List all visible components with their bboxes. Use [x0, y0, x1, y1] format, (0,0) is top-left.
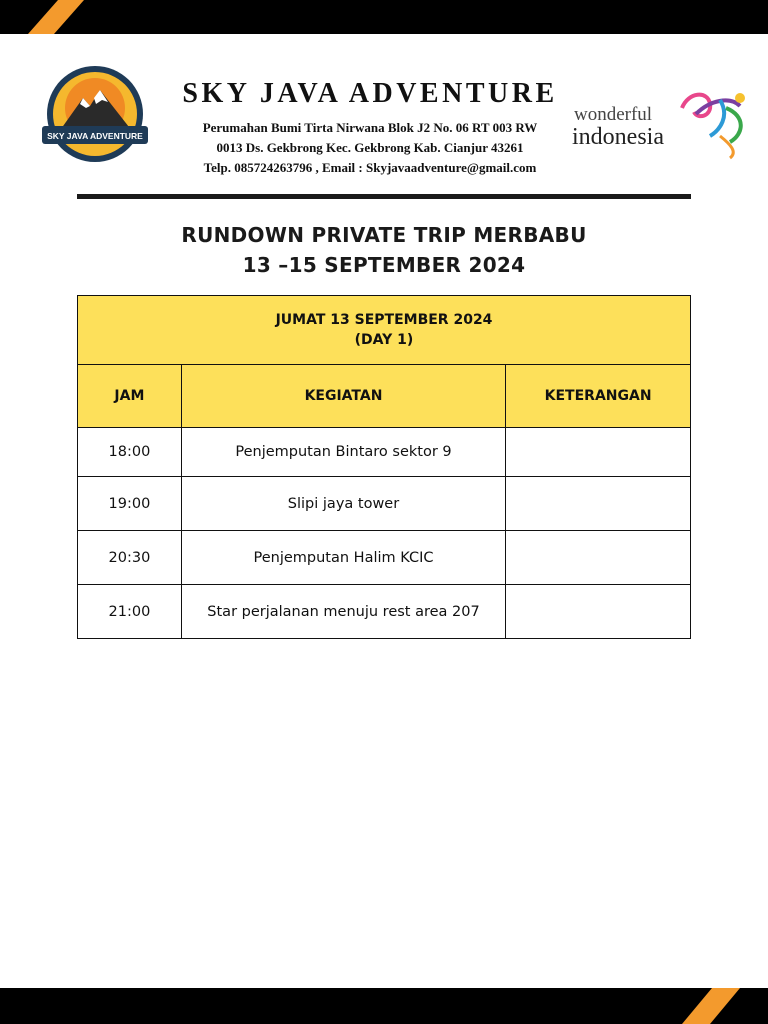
table-row [78, 428, 691, 477]
cell-time: 19:00 [78, 477, 182, 531]
wi-word-wonderful: wonderful [574, 104, 653, 125]
cell-activity: Penjemputan Bintaro sektor 9 [181, 428, 505, 477]
cell-note [506, 531, 691, 585]
cell-activity: Slipi jaya tower [181, 477, 505, 531]
cell-time: 21:00 [78, 585, 182, 639]
table-row [78, 531, 691, 585]
cell-time: 20:30 [78, 531, 182, 585]
bottom-decor-bar [0, 988, 768, 1024]
address-line-1: Perumahan Bumi Tirta Nirwana Blok J2 No. 06 RT 003 RW [202, 120, 538, 135]
title-line-2: 13 –15 SEPTEMBER 2024 [242, 253, 526, 277]
column-header-activity: KEGIATAN [181, 365, 505, 428]
cell-activity: Star perjalanan menuju rest area 207 [181, 585, 505, 639]
day-header-cell [78, 296, 691, 365]
address-line-2: 0013 Ds. Gekbrong Kec. Gekbrong Kab. Cianjur 43261 [216, 140, 524, 155]
company-name: SKY JAVA ADVENTURE [182, 78, 558, 109]
table-row [78, 585, 691, 639]
cell-activity: Penjemputan Halim KCIC [181, 531, 505, 585]
logo-badge-text: SKY JAVA ADVENTURE [47, 131, 143, 141]
cell-note [506, 428, 691, 477]
column-header-time: JAM [78, 365, 182, 428]
cell-note [506, 477, 691, 531]
wonderful-indonesia-logo [570, 86, 760, 166]
document-title [77, 220, 691, 280]
title-line-1: RUNDOWN PRIVATE TRIP MERBABU [181, 223, 587, 247]
day-title: JUMAT 13 SEPTEMBER 2024 [275, 312, 493, 328]
rundown-table [77, 295, 691, 639]
company-info [165, 78, 575, 178]
sky-java-adventure-logo [38, 64, 152, 164]
top-decor-bar [0, 0, 768, 34]
cell-time: 18:00 [78, 428, 182, 477]
header-divider [77, 194, 691, 199]
wi-word-indonesia: indonesia [572, 124, 664, 150]
cell-note [506, 585, 691, 639]
table-row [78, 477, 691, 531]
column-header-notes: KETERANGAN [506, 365, 691, 428]
day-label: (DAY 1) [354, 332, 414, 348]
contact-line: Telp. 085724263796 , Email : Skyjavaadventure@gmail.com [203, 160, 537, 175]
